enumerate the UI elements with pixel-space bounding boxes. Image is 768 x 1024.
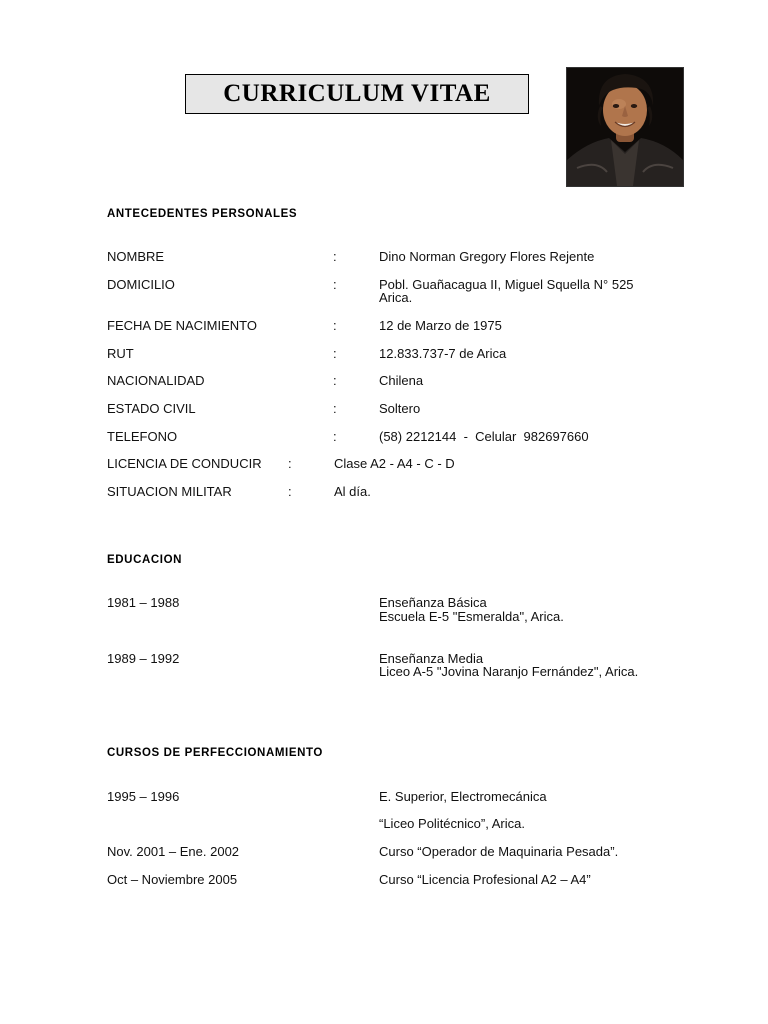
education-level: Enseñanza Media <box>379 651 484 666</box>
field-label-situacion-militar: SITUACION MILITAR <box>107 484 232 499</box>
field-separator: : <box>333 249 337 264</box>
field-label-rut: RUT <box>107 346 134 361</box>
field-label-telefono: TELEFONO <box>107 429 178 444</box>
portrait-image <box>567 68 683 186</box>
page-title: CURRICULUM VITAE <box>223 80 491 107</box>
field-label-fecha-nacimiento: FECHA DE NACIMIENTO <box>107 318 258 333</box>
field-label-nacionalidad: NACIONALIDAD <box>107 373 205 388</box>
course-institution: “Liceo Politécnico”, Arica. <box>379 816 525 831</box>
section-heading-courses: CURSOS DE PERFECCIONAMIENTO <box>107 747 323 759</box>
course-title: E. Superior, Electromecánica <box>379 789 547 804</box>
field-separator: : <box>333 401 337 416</box>
field-separator: : <box>333 346 337 361</box>
section-heading-personal: ANTECEDENTES PERSONALES <box>107 208 298 220</box>
field-value-licencia: Clase A2 - A4 - C - D <box>334 456 455 471</box>
field-value-nacionalidad: Chilena <box>379 373 424 388</box>
field-value-nombre: Dino Norman Gregory Flores Rejente <box>379 249 595 264</box>
education-years: 1989 – 1992 <box>107 651 180 666</box>
field-label-estado-civil: ESTADO CIVIL <box>107 401 196 416</box>
field-value-estado-civil: Soltero <box>379 401 421 416</box>
course-title: Curso “Operador de Maquinaria Pesada”. <box>379 844 619 859</box>
field-separator: : <box>333 318 337 333</box>
education-school: Escuela E-5 "Esmeralda", Arica. <box>379 609 564 624</box>
course-years: Oct – Noviembre 2005 <box>107 872 238 887</box>
course-years: 1995 – 1996 <box>107 789 180 804</box>
field-value-domicilio: Pobl. Guañacagua II, Miguel Squella N° 525 <box>379 277 634 292</box>
section-heading-education: EDUCACION <box>107 554 183 566</box>
field-value-telefono: (58) 2212144 - Celular 982697660 <box>379 429 589 444</box>
field-value-rut: 12.833.737-7 de Arica <box>379 346 507 361</box>
field-value-situacion-militar: Al día. <box>334 484 371 499</box>
field-separator: : <box>333 429 337 444</box>
title-box <box>185 74 529 114</box>
education-years: 1981 – 1988 <box>107 595 180 610</box>
field-separator: : <box>333 277 337 292</box>
education-level: Enseñanza Básica <box>379 595 487 610</box>
field-separator: : <box>333 373 337 388</box>
profile-photo <box>566 67 684 187</box>
field-separator: : <box>288 484 292 499</box>
field-label-nombre: NOMBRE <box>107 249 165 264</box>
course-years: Nov. 2001 – Ene. 2002 <box>107 844 240 859</box>
field-label-licencia: LICENCIA DE CONDUCIR <box>107 456 262 471</box>
field-label-domicilio: DOMICILIO <box>107 277 175 292</box>
course-title: Curso “Licencia Profesional A2 – A4” <box>379 872 591 887</box>
field-value-domicilio-line2: Arica. <box>379 290 413 305</box>
field-value-fecha-nacimiento: 12 de Marzo de 1975 <box>379 318 502 333</box>
field-separator: : <box>288 456 292 471</box>
education-school: Liceo A-5 "Jovina Naranjo Fernández", Arica. <box>379 664 639 679</box>
